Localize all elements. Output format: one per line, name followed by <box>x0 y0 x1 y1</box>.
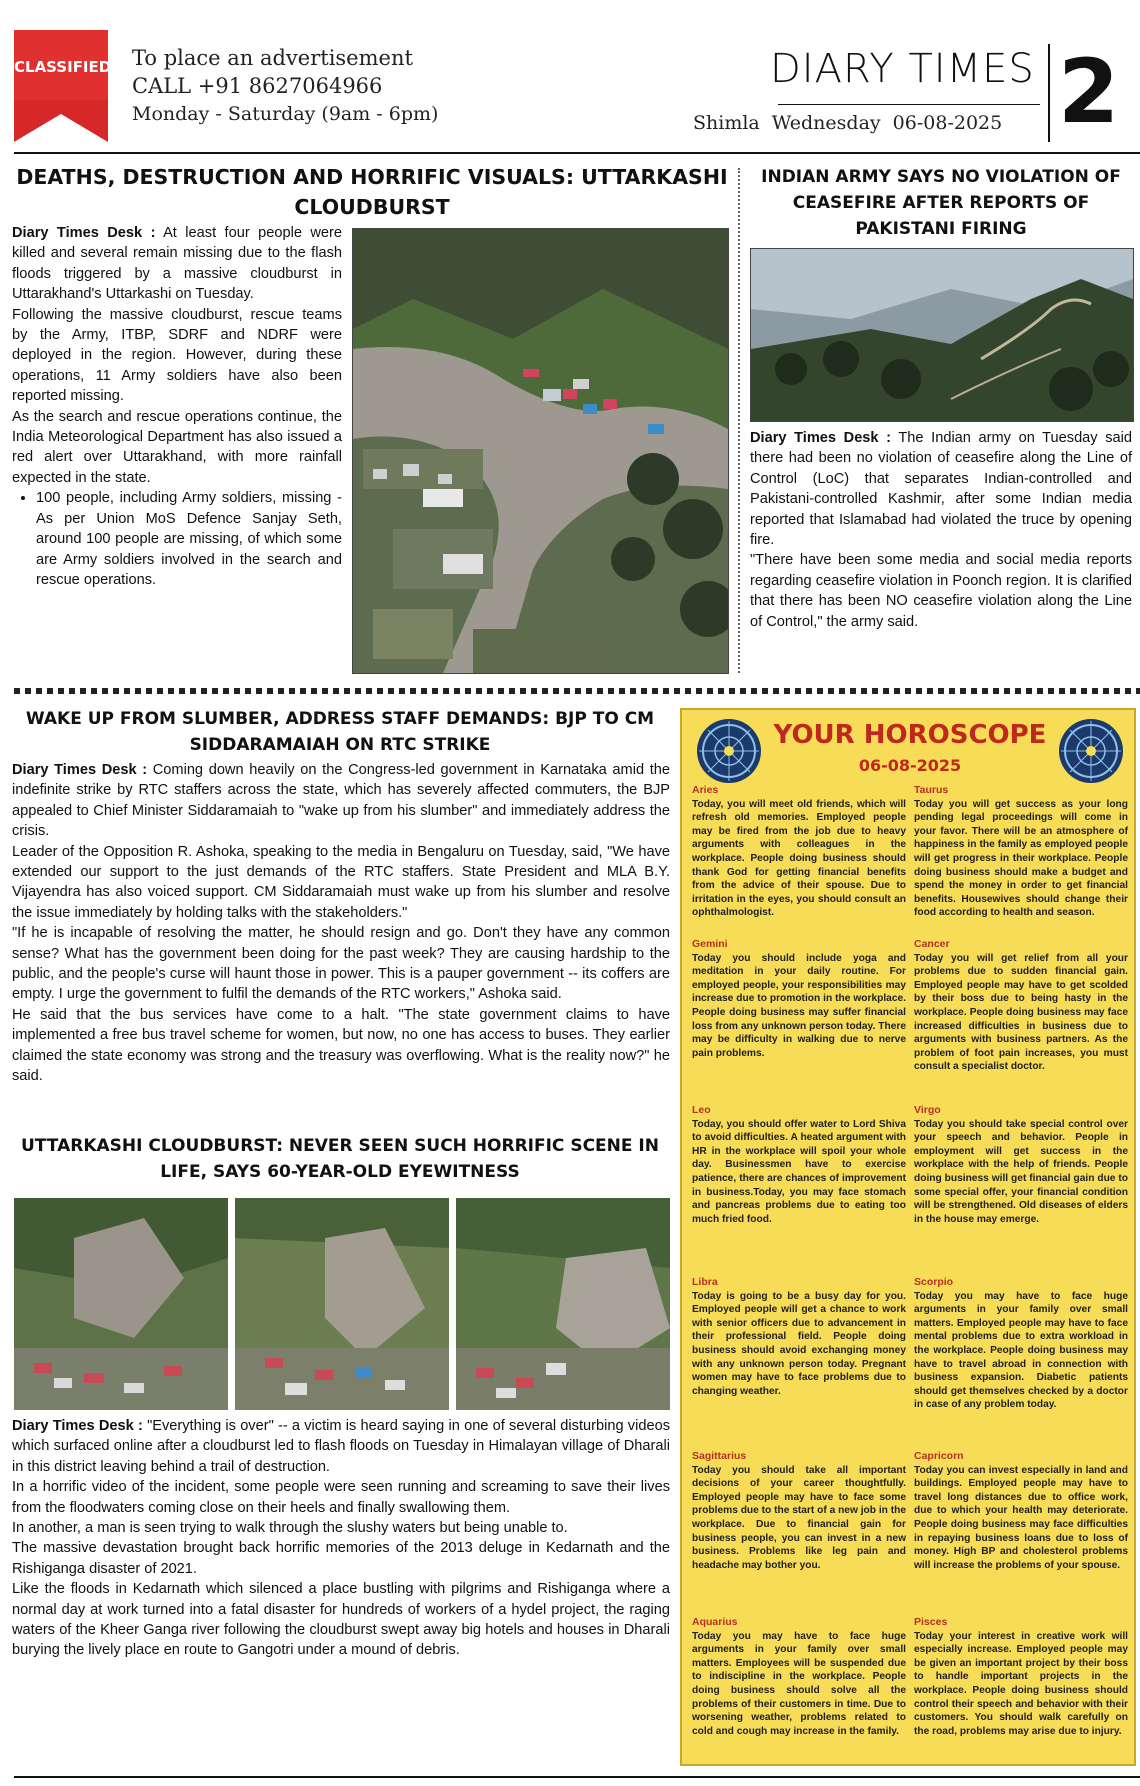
sign-name: Sagittarius <box>692 1450 747 1462</box>
sign-text: Today you should take special control over your speech and behavior. People in employment will get success in the workplace with the help of friends. People doing business will get financial gain due to some special offer, your financial condition will be strengthened. Old diseases of elders in the house may emerge. <box>914 1118 1128 1225</box>
sign-text: Today you may have to face huge arguments in your family over small matters. Employees will be suspended due to indiscipline in the workplace. People doing business should solve all the problems of their customers in time. Due to worsening weather, problems related to cold and cough may increase in the family. <box>692 1630 906 1737</box>
title-rule <box>778 104 1040 105</box>
article1-headline: DEATHS, DESTRUCTION AND HORRIFIC VISUALS: UTTARKASHI CLOUDBURST <box>16 165 728 219</box>
article1-byline: Diary Times Desk : <box>12 225 156 241</box>
sign-text: Today you should include yoga and meditation in your daily routine. For employed people, your responsibilities may increase due to promotion in the workplace. People doing business may suffer financial loss from any unknown person today. There may be difficulty in walking due to nerve pain problems. <box>692 952 906 1059</box>
article4-p5: Like the floods in Kedarnath which silenced a place bustling with pilgrims and Rishiganga where a normal day at work turned into a fatal disaster for hundreds of workers of a hydel project, the raging waters of the Kheer Ganga river following the cloudburst swept away big hotels and houses in Dharali burying the lively place en route to Gangotri under a mound of debris. <box>12 1581 670 1659</box>
sign-text: Today you can invest especially in land and buildings. Employed people may have to travel long distances due to office work, due to which your health may deteriorate. People doing business may face difficulties in repaying business loans due to loss of money. High BP and cholesterol problems will increase the problems of your spouse. <box>914 1464 1128 1571</box>
ad-line-1: To place an advertisement <box>132 46 413 70</box>
horoscope-box <box>680 708 1136 1766</box>
sign-text: Today you will get relief from all your problems due to sudden financial gain. Employed people may have to get scolded by their boss due to being hasty in the workplace. People doing business may face increased difficulties in business due to arguments with business partners. As the problem of foot pain increases, you must consult a specialist doctor. <box>914 952 1128 1073</box>
article2-body <box>750 428 1132 632</box>
sign-pisces <box>914 1616 1128 1738</box>
article4-headline: UTTARKASHI CLOUDBURST: NEVER SEEN SUCH HORRIFIC SCENE IN LIFE, SAYS 60-YEAR-OLD EYEWITNESS <box>21 1136 659 1182</box>
sign-name: Virgo <box>914 1104 941 1116</box>
sign-name: Aries <box>692 784 719 796</box>
sign-text: Today you should take all important decisions of your career thoughtfully. Employed people may have to face some problems due to the start of a new job in the workplace. Due to financial gain for business people, you can invest in a new business. Problems like leg pain and headache may bother you. <box>692 1464 906 1571</box>
eyewitness-photo-strip <box>14 1198 670 1410</box>
article3-p4: He said that the bus services have come to a halt. "The state government claims to have implemented a free bus travel scheme for women, but now, no one has access to buses. They earlier claimed the state economy was strong and the treasury was overflowing. What is the reality now?" he said. <box>12 1006 670 1085</box>
article4-byline: Diary Times Desk : <box>12 1418 143 1434</box>
ad-phone: CALL +91 8627064966 <box>132 74 383 98</box>
sign-leo <box>692 1104 906 1226</box>
sign-taurus <box>914 784 1128 920</box>
army-border-photo <box>750 248 1134 422</box>
footer-rule <box>14 1776 1140 1778</box>
sign-text: Today you will get success as your long pending legal proceedings will come in your favor. There will be an atmosphere of happiness in the family as employed people will get progress in their workplace. People doing business should make a budget and spend the money in order to get financial benefits. Housewives should change their food according to health and season. <box>914 798 1128 919</box>
ad-hours: Monday - Saturday (9am - 6pm) <box>132 103 439 125</box>
sign-name: Scorpio <box>914 1276 954 1288</box>
article1-p3: As the search and rescue operations continue, the India Meteorological Department has also issued a red alert over Uttarakhand, with more rainfall expected in the state. <box>12 408 342 486</box>
article3-p1: Coming down heavily on the Congress-led government in Karnataka amid the indefinite strike by RTC staffers across the state, which has severely affected commuters, the BJP appealed to Chief Minister Siddaramaiah to "wake up from his slumber" and immediately address the crisis. <box>12 762 670 840</box>
article4-p3: In another, a man is seen trying to walk through the slushy waters but being unable to. <box>12 1520 568 1537</box>
cloudburst-photo <box>352 228 729 674</box>
sign-libra <box>692 1276 906 1398</box>
article1-p2: Following the massive cloudburst, rescue teams by the Army, ITBP, SDRF and NDRF were deployed in the region. However, during these operations, 11 Army soldiers have also been reported missing. <box>12 306 342 405</box>
article2-p1: The Indian army on Tuesday said there had been no violation of ceasefire along the Line of Control (LoC) that separates Indian-controlled and Pakistani-controlled Kashmir, after some Indian media reported that Islamabad had violated the truce by opening fire. <box>750 430 1132 549</box>
article3-headline: WAKE UP FROM SLUMBER, ADDRESS STAFF DEMANDS: BJP TO CM SIDDARAMAIAH ON RTC STRIKE <box>25 709 655 755</box>
article4-p4: The massive devastation brought back horrific memories of the 2013 deluge in Kedarnath and the Rishiganga disaster of 2021. <box>12 1540 670 1577</box>
ad-info <box>132 44 438 128</box>
masthead-rule <box>14 152 1140 154</box>
sign-gemini <box>692 938 906 1060</box>
sign-name: Aquarius <box>692 1616 738 1628</box>
sign-virgo <box>914 1104 1128 1226</box>
sign-name: Libra <box>692 1276 718 1288</box>
article3-p3: "If he is incapable of resolving the matter, he should resign and go. Don't they have any common sense? What has the government been doing for the past week? They are causing hardship to the public, and the people's curse will haunt those in power. This is a pauper government -- its coffers are empty. I urge the government to fulfil the demands of the RTC workers," Ashoka said. <box>12 925 670 1003</box>
article3-p2: Leader of the Opposition R. Ashoka, speaking to the media in Bengaluru on Tuesday, said, "We have extended our support to the just demands of the RTC staffers. State President and MLA B.Y. Vijayendra has also voiced support. CM Siddaramaiah must wake up from his slumber and resolve the issue immediately by holding talks with the stakeholders." <box>12 843 670 921</box>
sign-text: Today is going to be a busy day for you. Employed people will get a chance to work with senior officers due to advancement in their professional field. People doing business should avoid exchanging money with any unknown person today. Pregnant women may have to face problems due to changing weather. <box>692 1290 906 1397</box>
sign-name: Leo <box>692 1104 711 1116</box>
article1-bullet: • 100 people, including Army soldiers, missing - As per Union MoS Defence Sanjay Seth, around 100 people are missing, of which some are Army soldiers involved in the search and rescue operations. <box>36 488 342 590</box>
article3-byline: Diary Times Desk : <box>12 762 148 778</box>
sign-name: Pisces <box>914 1616 948 1628</box>
article2-headline: INDIAN ARMY SAYS NO VIOLATION OF CEASEFIRE AFTER REPORTS OF PAKISTANI FIRING <box>761 167 1121 239</box>
sign-capricorn <box>914 1450 1128 1572</box>
page-number: 2 <box>1058 40 1120 143</box>
sign-name: Cancer <box>914 938 950 950</box>
sign-scorpio <box>914 1276 1128 1412</box>
article1-body <box>12 223 342 590</box>
sign-cancer <box>914 938 1128 1074</box>
column-divider <box>738 168 740 673</box>
dateline: Shimla Wednesday 06-08-2025 <box>693 112 1003 134</box>
article4-body <box>12 1416 670 1661</box>
masthead-divider <box>1048 44 1050 142</box>
sign-sagittarius <box>692 1450 906 1572</box>
article1-p1: At least four people were killed and several remain missing due to the flash floods triggered by a massive cloudburst in Uttarakhand's Uttarkashi on Tuesday. <box>12 225 342 303</box>
article2-p2: "There have been some media and social media reports regarding ceasefire violation in Poonch region. It is clarified that there has been NO ceasefire violation along the Line of Control," the army said. <box>750 552 1132 630</box>
sign-aries <box>692 784 906 920</box>
horoscope-title: YOUR HOROSCOPE <box>773 720 1047 750</box>
sign-text: Today your interest in creative work will especially increase. Employed people may be given an important project by their boss to handle important projects in the workplace. People doing business should control their speech and behavior with their customers. You should walk carefully on the road, problems may arise due to injury. <box>914 1630 1128 1737</box>
sign-text: Today, you will meet old friends, which will refresh old memories. Employed people may be fired from the job due to heavy arguments with colleagues in the workplace. People doing business should thank God for getting financial benefits from the advice of their spouse. Due to irritation in the eyes, you should consult an ophthalmologist. <box>692 798 906 919</box>
article4-p2: In a horrific video of the incident, some people were seen running and screaming to save their lives from the floodwaters coming close on their heels and finally swallowing them. <box>12 1479 670 1516</box>
sign-name: Capricorn <box>914 1450 964 1462</box>
article3-body <box>12 760 670 1087</box>
sign-aquarius <box>692 1616 906 1738</box>
article4-p1: "Everything is over" -- a victim is heard saying in one of several disturbing videos which surfaced online after a cloudburst led to flash floods on Tuesday in Himalayan village of Dharali in this district leaving behind a trail of destruction. <box>12 1418 670 1475</box>
article2-byline: Diary Times Desk : <box>750 430 892 446</box>
classified-badge <box>14 30 112 142</box>
classified-label: CLASSIFIED <box>14 58 112 76</box>
sign-name: Gemini <box>692 938 728 950</box>
horoscope-date: 06-08-2025 <box>858 756 962 775</box>
sign-text: Today, you should offer water to Lord Shiva to avoid difficulties. A heated argument with HR in the workplace will spoil your whole day. Businessmen have to exercise patience, there are chances of improvement in business.Today, you may face stomach and pancreas problems due to eating too much fried food. <box>692 1118 906 1225</box>
sign-text: Today you may have to face huge arguments in your family over small matters. Employed people may have to face mental problems due to extra workload in the workplace. People doing business may have to travel abroad in connection with business expansion. Diabetic patients should get themselves checked by a doctor in case of any problem today. <box>914 1290 1128 1411</box>
sign-name: Taurus <box>914 784 949 796</box>
paper-name: DIARY TIMES <box>770 46 1035 92</box>
section-divider <box>14 688 1140 694</box>
